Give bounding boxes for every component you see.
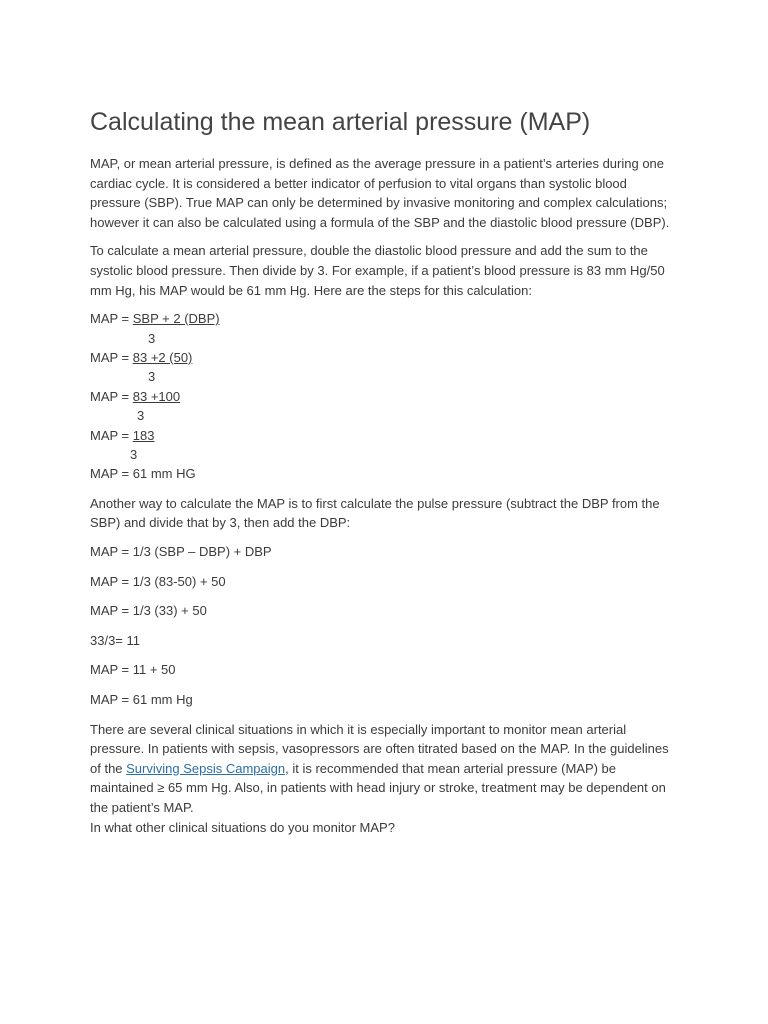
formula-step: MAP = 83 +2 (50) 3	[90, 348, 680, 387]
article	[90, 104, 680, 837]
formula-step: MAP = 83 +100 3	[90, 387, 680, 426]
formula-numerator: 83 +100	[132, 388, 181, 404]
formula-step: MAP = 183 3	[90, 426, 680, 465]
method2-step: MAP = 11 + 50	[90, 662, 176, 678]
method2-step: MAP = 1/3 (83-50) + 50	[90, 573, 226, 589]
formula-denominator: 3	[148, 330, 156, 346]
closing-question: In what other clinical situations do you monitor MAP?	[90, 819, 395, 835]
surviving-sepsis-campaign-link[interactable]: Surviving Sepsis Campaign	[126, 760, 286, 776]
formula-numerator: 183	[132, 427, 155, 443]
method1-formula-block	[90, 309, 680, 484]
method2-step: MAP = 1/3 (SBP – DBP) + DBP	[90, 544, 272, 559]
formula-numerator: 83 +2 (50)	[132, 349, 193, 365]
method2-step: 33/3= 11	[90, 632, 141, 648]
intro-paragraph-2: To calculate a mean arterial pressure, double the diastolic blood pressure and add the sum to the systolic blood pressure. Then divide by 3. For example, if a patient’s blood pressure is 83 mm Hg/50 mm Hg, his MAP would be 61 mm Hg. Here are the steps for this calculation:	[90, 243, 665, 298]
method2-step: MAP = 1/3 (33) + 50	[90, 603, 207, 619]
formula-denominator: 3	[137, 408, 145, 424]
intro-paragraph-1: MAP, or mean arterial pressure, is defined as the average pressure in a patient’s arteries during one cardiac cycle. It is considered a better indicator of perfusion to vital organs than systolic blood pressure (SBP). True MAP can only be determined by invasive monitoring and complex calculations; however it can also be calculated using a formula of the SBP and the diastolic blood pressure (DBP).	[90, 156, 670, 230]
formula-denominator: 3	[148, 369, 156, 385]
formula-numerator: SBP + 2 (DBP)	[132, 311, 220, 327]
formula-step: MAP = SBP + 2 (DBP) 3	[90, 309, 680, 348]
formula-result: MAP = 61 mm HG	[90, 466, 196, 482]
method2-intro: Another way to calculate the MAP is to first calculate the pulse pressure (subtract the DBP from the SBP) and divide that by 3, then add the DBP:	[90, 495, 660, 531]
formula-denominator: 3	[130, 447, 138, 462]
method2-step: MAP = 61 mm Hg	[90, 691, 193, 707]
closing-paragraph: There are several clinical situations in which it is especially important to monitor mean arterial pressure. In patients with sepsis, vasopressors are often titrated based on the MAP. In the guidelines of the Surviving Sepsis Campaign, it is recommended that mean arterial pressure (MAP) be maintained ≥ 65 mm Hg. Also, in patients with head injury or stroke, treatment may be dependent on the patient’s MAP.	[90, 721, 669, 815]
page-title: Calculating the mean arterial pressure (MAP)	[90, 108, 591, 136]
